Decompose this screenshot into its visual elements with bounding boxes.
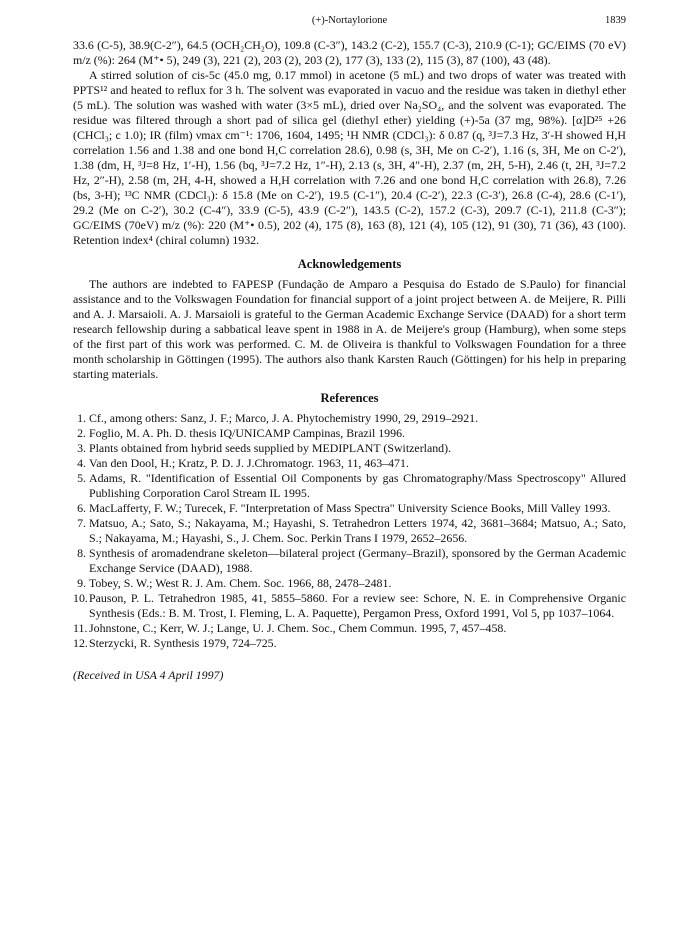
- reference-text: Pauson, P. L. Tetrahedron 1985, 41, 5855–5860. For a review see: Schore, N. E. in Comprehensive Organic Synthesis (Eds.: B. M. Trost, I. Fleming, L. A. Paquette), Pergamon Press, Oxford 1991, Vol 5, pp 1037–1064.: [89, 591, 626, 620]
- body-paragraph-2: A stirred solution of cis-5c (45.0 mg, 0.17 mmol) in acetone (5 mL) and two drops of water was treated with PPTS¹² and heated to reflux for 3 h. The solvent was evaporated in vacuo and the residue was taken in diethyl ether (5 mL). The solution was washed with water (3×5 mL), dried over Na₂SO₄, and the solvent was evaporated. The residue was filtered through a short pad of silica gel (diethyl ether) yielding (+)-5a (37 mg, 98%). [α]D²⁵ +26 (CHCl₃; c 1.0); IR (film) νmax cm⁻¹: 1706, 1604, 1495; ¹H NMR (CDCl₃): δ 0.87 (q, ³J=7.3 Hz, 3′-H showed H,H correlation 1.56 and 1.38 and one bond H,C correlation 28.6), 0.98 (s, 3H, Me on C-2′), 1.16 (s, 3H, Me on C-2′), 1.38 (dm, H, ³J=8 Hz, 1′-H), 1.56 (bq, ³J=7.2 Hz, 1″-H), 2.13 (s, 3H, 4″-H), 2.37 (m, 2H, 5-H), 2.46 (t, 2H, ³J=7.2 Hz, 2″-H), 2.58 (m, 2H, 4-H, showed a H,H correlation with 7.26 and one bond H,C correlation with 26.8), 7.26 (bs, 3-H); ¹³C NMR (CDCl₃): δ 15.8 (Me on C-2′), 19.5 (C-1″), 20.4 (C-2′), 22.3 (C-3′), 26.8 (C-4), 28.6 (C-1′), 29.2 (Me on C-2′), 30.2 (C-4″), 33.9 (C-5), 43.9 (C-2″), 143.5 (C-2), 157.2 (C-3), 209.7 (C-1), 211.8 (C-3″); GC/EIMS (70eV) m/z (%): 220 (M⁺• 0.5), 202 (4), 175 (8), 163 (8), 121 (4), 105 (12), 91 (30), 71 (36), 43 (100). Retention index⁴ (chiral column) 1932.: [73, 68, 626, 247]
- acknowledgements-heading: Acknowledgements: [297, 257, 402, 271]
- reference-item: [73, 591, 626, 621]
- reference-text: Synthesis of aromadendrane skeleton—bilateral project (Germany–Brazil), sponsored by the German Academic Exchange Service (DAAD), 1988.: [89, 546, 626, 575]
- acknowledgements-text: The authors are indebted to FAPESP (Fundação de Amparo a Pesquisa do Estado de S.Paulo) for financial assistance and to the Volkswagen Foundation for financial support of a joint project between A. de Meijere, R. Pilli and A. J. Marsaioli. A. J. Marsaioli is grateful to the German Academic Exchange Service (DAAD) for a short term research fellowship during a sabbatical leave spent in 1988 in A. de Meijere's group (Hamburg), when some steps of the first part of this work was performed. C. M. de Oliveira is thankful to Volkswagen Foundation for a three month scholarship in Göttingen (1995). The authors also thank Karsten Rauch (Göttingen) for his help in preparing starting materials.: [73, 277, 626, 381]
- reference-item: [73, 456, 626, 471]
- reference-item: [73, 516, 626, 546]
- reference-text: Cf., among others: Sanz, J. F.; Marco, J. A. Phytochemistry 1990, 29, 2919–2921.: [89, 411, 479, 425]
- reference-number: 11 .: [73, 621, 86, 636]
- reference-number: 1 .: [73, 411, 86, 426]
- reference-item: [73, 441, 626, 456]
- page-number: 1839: [605, 15, 626, 26]
- reference-number: 2 .: [73, 426, 86, 441]
- running-title: (+)-Nortaylorione: [311, 15, 388, 26]
- reference-text: Van den Dool, H.; Kratz, P. D. J. J.Chromatogr. 1963, 11, 463–471.: [89, 456, 409, 470]
- reference-number: 4 .: [73, 456, 86, 471]
- reference-text: Tobey, S. W.; West R. J. Am. Chem. Soc. 1966, 88, 2478–2481.: [89, 576, 392, 590]
- reference-item: [73, 636, 626, 651]
- body-paragraph-1: 33.6 (C-5), 38.9(C-2″), 64.5 (OCH₂CH₂O), 109.8 (C-3″), 143.2 (C-2), 155.7 (C-3), 210.9 (C-1); GC/EIMS (70 eV) m/z (%): 264 (M⁺• 5), 249 (3), 221 (2), 203 (2), 203 (2), 177 (3), 133 (2), 115 (3), 87 (100), 43 (48).: [73, 38, 626, 67]
- reference-number: 5 .: [73, 471, 86, 486]
- reference-item: [73, 501, 626, 516]
- reference-text: Foglio, M. A. Ph. D. thesis IQ/UNICAMP Campinas, Brazil 1996.: [89, 426, 405, 440]
- reference-number: 8 .: [73, 546, 86, 561]
- reference-text: Adams, R. "Identification of Essential Oil Components by gas Chromatography/Mass Spectroscopy" Allured Publishing Corporation Carol Stream IL 1995.: [89, 471, 626, 500]
- reference-item: [73, 546, 626, 576]
- reference-text: Sterzycki, R. Synthesis 1979, 724–725.: [89, 636, 277, 650]
- reference-item: [73, 426, 626, 441]
- page-content: [73, 38, 626, 683]
- reference-number: 9 .: [73, 576, 86, 591]
- reference-item: [73, 471, 626, 501]
- running-header: [73, 13, 626, 29]
- reference-item: [73, 411, 626, 426]
- references-list: [73, 411, 626, 651]
- reference-text: Matsuo, A.; Sato, S.; Nakayama, M.; Hayashi, S. Tetrahedron Letters 1974, 42, 3681–3684; Matsuo, A.; Sato, S.; Nakayama, M.; Hayashi, S., J. Chem. Soc. Perkin Trans I 1979, 2652–2656.: [89, 516, 626, 545]
- references-heading: References: [320, 391, 379, 405]
- reference-item: [73, 576, 626, 591]
- reference-text: Plants obtained from hybrid seeds supplied by MEDIPLANT (Switzerland).: [89, 441, 452, 455]
- reference-number: 10 .: [73, 591, 86, 606]
- reference-text: MacLafferty, F. W.; Turecek, F. "Interpretation of Mass Spectra" University Science Books, Mill Valley 1993.: [89, 501, 611, 515]
- reference-item: [73, 621, 626, 636]
- reference-number: 7 .: [73, 516, 86, 531]
- reference-number: 6 .: [73, 501, 86, 516]
- reference-number: 3 .: [73, 441, 86, 456]
- reference-text: Johnstone, C.; Kerr, W. J.; Lange, U. J. Chem. Soc., Chem Commun. 1995, 7, 457–458.: [89, 621, 507, 635]
- received-date: (Received in USA 4 April 1997): [73, 668, 224, 682]
- reference-number: 12 .: [73, 636, 86, 651]
